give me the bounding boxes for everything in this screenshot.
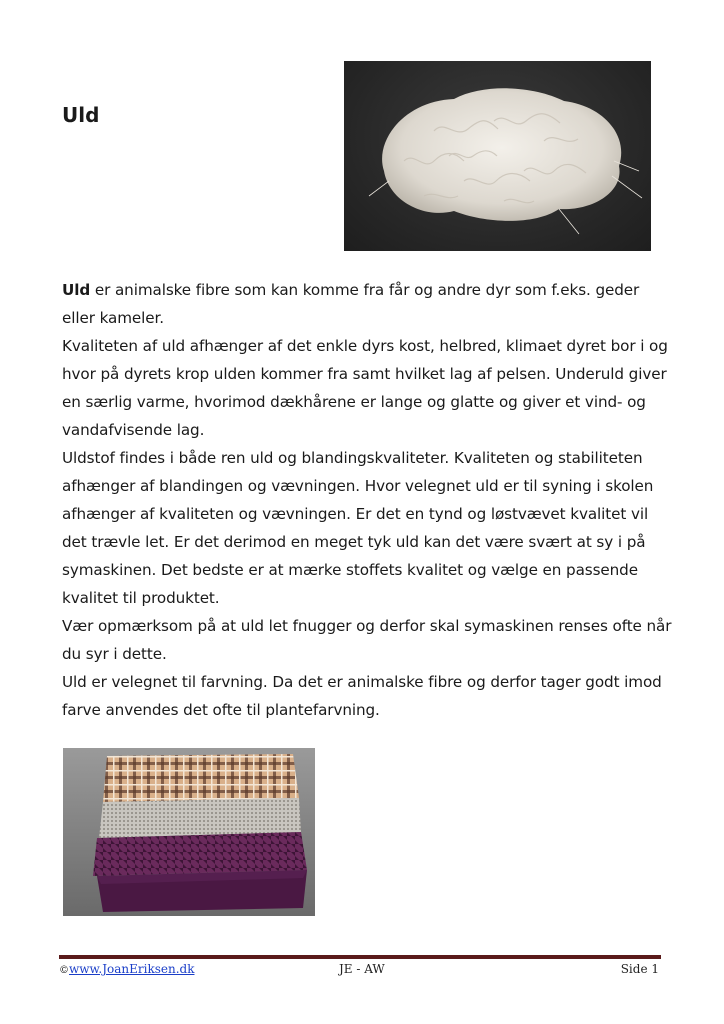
folded-fabrics-image (63, 748, 315, 916)
folded-fabrics-photo (63, 748, 315, 916)
paragraph-quality: Kvaliteten af uld afhænger af det enkle dyrs kost, helbred, klimaet dyret bor i og hvor på dyrets krop ulden kommer fra samt hvilket lag af pelsen. Underuld giver en særlig varme, hvorimod dækhårene er lange og glatte og giver et vind- og vandafvisende lag. (62, 337, 668, 439)
footer-author: JE - AW (339, 962, 385, 976)
raw-wool-photo (344, 61, 651, 251)
footer-website (59, 962, 194, 976)
page-number: Side 1 (620, 962, 659, 976)
page-title: Uld (62, 103, 100, 127)
lead-word: Uld (62, 281, 91, 299)
raw-wool-image (344, 61, 651, 251)
paragraph-fabric: Uldstof findes i både ren uld og blandingskvaliteter. Kvaliteten og stabiliteten afhænger af blandingen og vævningen. Hvor velegnet uld er til syning i skolen afhænger af kvaliteten og vævningen. Er det en tynd og løstvævet kvalitet vil det trævle let. Er det derimod en meget tyk uld kan det være svært at sy i på symaskinen. Det bedste er at mærke stoffets kvalitet og vælge en passende kvalitet til produktet. (62, 449, 654, 607)
website-link[interactable]: www.JoanEriksen.dk (69, 962, 195, 976)
body-text (62, 276, 672, 724)
paragraph-lint: Vær opmærksom på at uld let fnugger og derfor skal symaskinen renses ofte når du syr i dette. (62, 617, 672, 663)
paragraph-intro: Uld er animalske fibre som kan komme fra får og andre dyr som f.eks. geder eller kameler. (62, 281, 640, 327)
footer-divider (59, 955, 661, 959)
page-footer (59, 962, 661, 980)
paragraph-dyeing: Uld er velegnet til farvning. Da det er animalske fibre og derfor tager godt imod farve anvendes det ofte til plantefarvning. (62, 673, 662, 719)
copyright-symbol: © (59, 965, 69, 976)
